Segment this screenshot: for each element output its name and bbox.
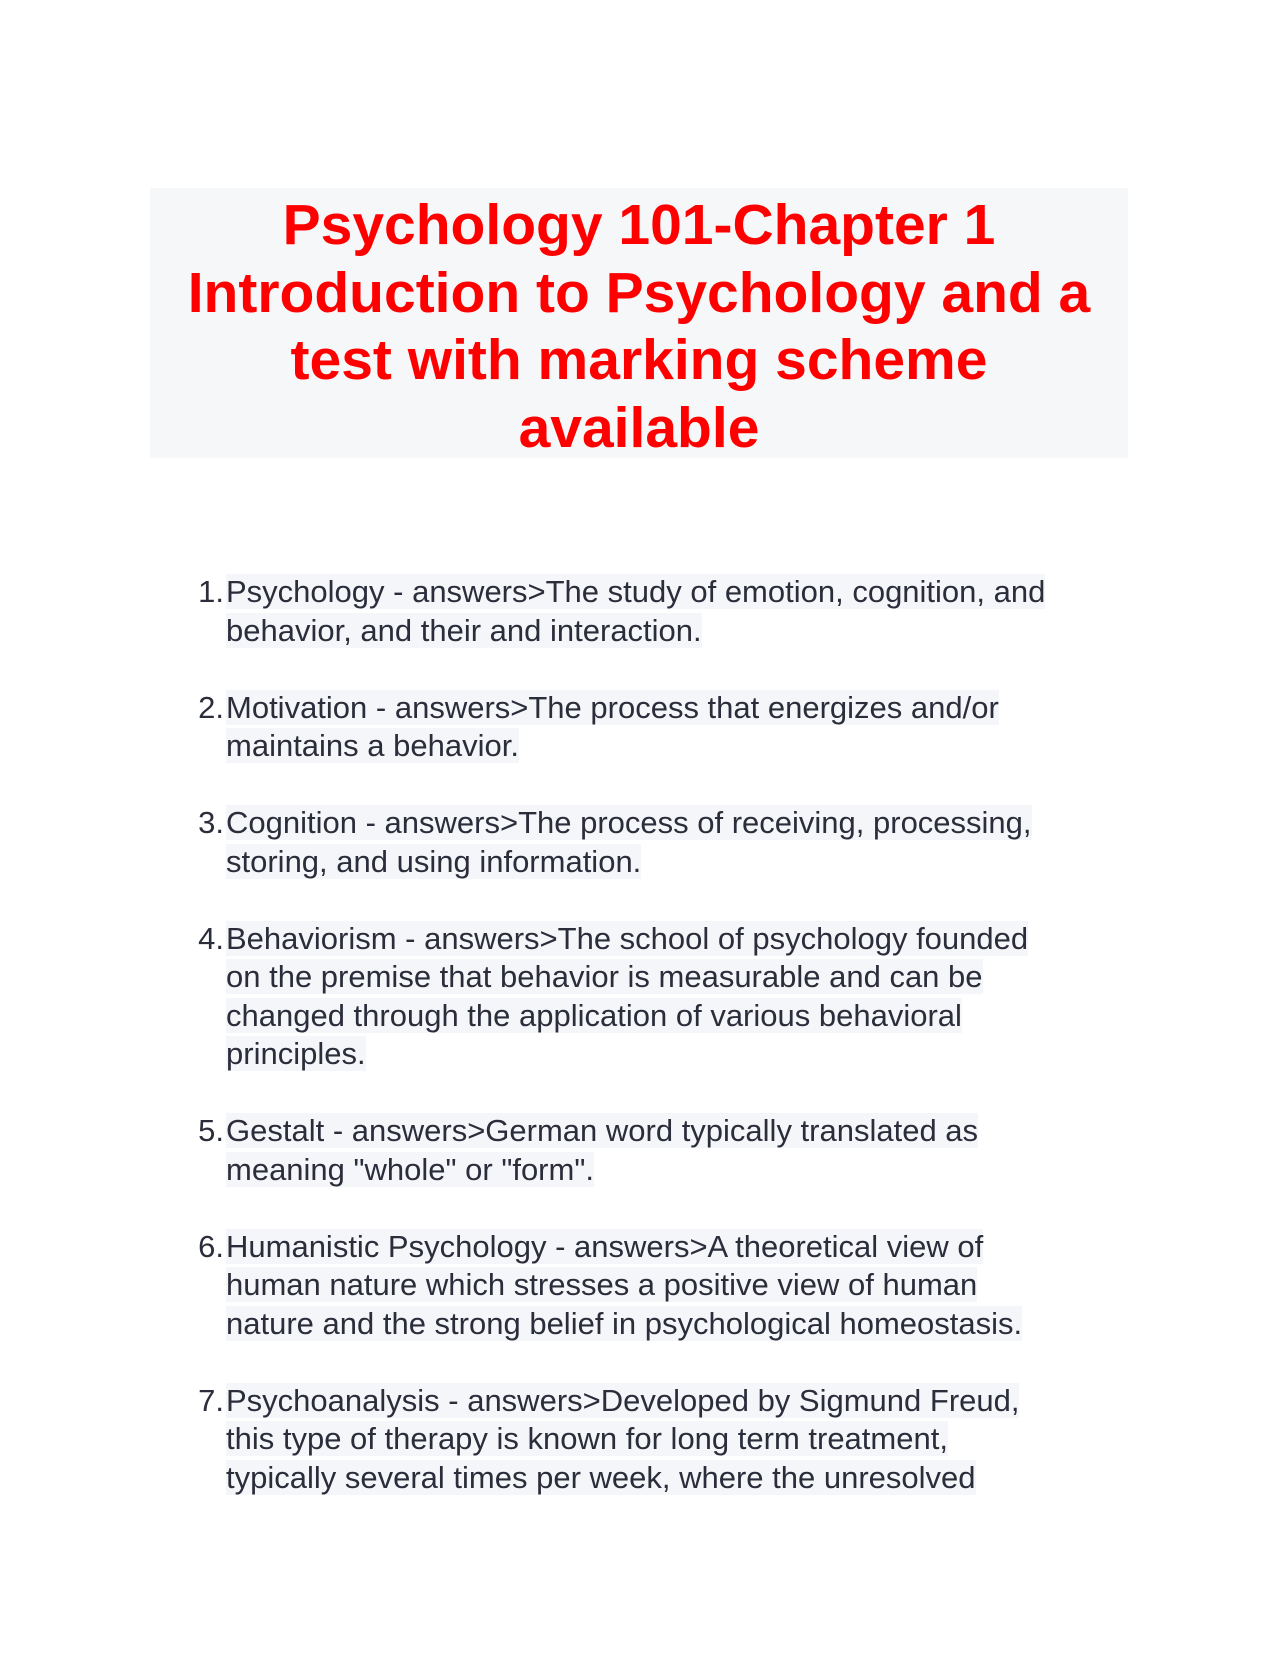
text-line: storing, and using information. <box>226 843 642 879</box>
item-text <box>226 1382 1120 1498</box>
item-number: 2. <box>198 689 224 725</box>
text-line: principles. <box>226 1036 366 1071</box>
text-line: Behaviorism - answers>The school of psychology founded <box>226 920 1029 956</box>
item-text <box>226 1228 1120 1344</box>
item-number: 4. <box>198 920 224 956</box>
list-item <box>180 804 1120 881</box>
text-line: maintains a behavior. <box>226 728 519 763</box>
item-text <box>226 689 1120 766</box>
text-line: human nature which stresses a positive view of human <box>226 1267 978 1302</box>
text-line: behavior, and their and interaction. <box>226 612 702 648</box>
text-line: Psychology - answers>The study of emotion, cognition, and <box>226 574 1046 609</box>
text-line: Motivation - answers>The process that energizes and/or <box>226 689 999 725</box>
text-line: Cognition - answers>The process of receiving, processing, <box>226 805 1032 840</box>
text-line: changed through the application of various behavioral <box>226 997 962 1033</box>
text-line: on the premise that behavior is measurable and can be <box>226 959 983 994</box>
item-text <box>226 920 1120 1074</box>
text-line: this type of therapy is known for long term treatment, <box>226 1421 948 1456</box>
list-item <box>180 1112 1120 1189</box>
list-item <box>180 689 1120 766</box>
text-line: typically several times per week, where the unresolved <box>226 1459 976 1495</box>
list-item <box>180 920 1120 1074</box>
item-number: 5. <box>198 1113 224 1148</box>
list-item <box>180 1228 1120 1344</box>
list-item <box>180 1382 1120 1498</box>
list-item <box>180 573 1120 650</box>
text-line: meaning "whole" or "form". <box>226 1151 594 1187</box>
item-text <box>226 573 1120 650</box>
item-text <box>226 804 1120 881</box>
item-text <box>226 1112 1120 1189</box>
item-number: 7. <box>198 1382 224 1418</box>
text-line: Humanistic Psychology - answers>A theoretical view of <box>226 1228 984 1264</box>
item-number: 6. <box>198 1228 224 1264</box>
item-number: 3. <box>198 805 224 840</box>
text-line: Psychoanalysis - answers>Developed by Sigmund Freud, <box>226 1382 1020 1418</box>
item-number: 1. <box>198 574 224 609</box>
text-line: nature and the strong belief in psychological homeostasis. <box>226 1305 1023 1341</box>
text-line: Gestalt - answers>German word typically translated as <box>226 1113 979 1148</box>
title-banner <box>150 188 1128 458</box>
question-answer-list <box>180 573 1120 1536</box>
document-title: Psychology 101-Chapter 1 Introduction to Psychology and a test with marking scheme available <box>187 193 1091 460</box>
